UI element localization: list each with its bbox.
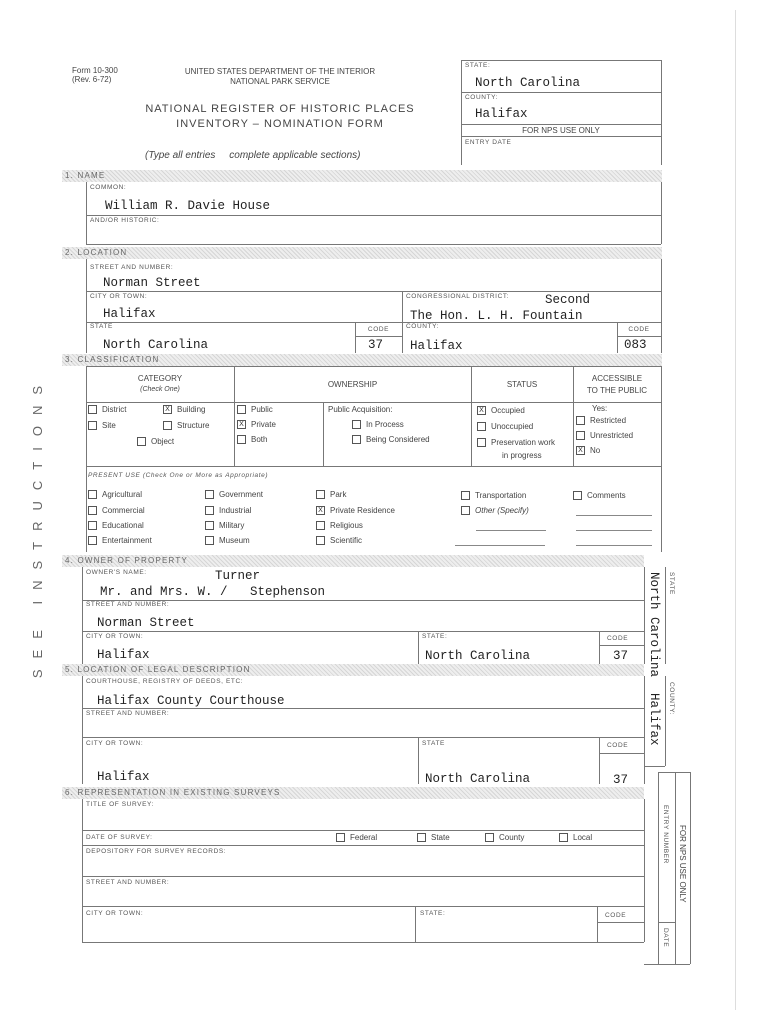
checkbox[interactable] [137, 437, 146, 446]
side-state-label: STATE [668, 572, 675, 595]
comments-blank-line [576, 530, 652, 531]
legal-city-label: CITY OR TOWN: [86, 740, 144, 747]
checkbox-checked[interactable]: X [237, 420, 246, 429]
owner-label: OWNER'S NAME: [86, 569, 147, 576]
nps-use-only: FOR NPS USE ONLY [522, 126, 600, 135]
survey-code-label: CODE [605, 912, 627, 919]
county-label: COUNTY: [406, 323, 440, 330]
owner-street-label: STREET AND NUMBER: [86, 601, 170, 608]
city-value: Halifax [103, 307, 156, 321]
checkbox[interactable] [477, 422, 486, 431]
checkbox[interactable] [573, 491, 582, 500]
city-label: CITY OR TOWN: [90, 293, 148, 300]
historic-label: AND/OR HISTORIC: [90, 217, 160, 224]
use-government[interactable]: Government [205, 490, 263, 499]
checkbox[interactable] [205, 521, 214, 530]
nps-use-only-side: FOR NPS USE ONLY [678, 825, 687, 903]
accessible-header [573, 373, 661, 397]
use-private-residence[interactable]: X Private Residence [316, 506, 395, 515]
depository-label: DEPOSITORY FOR SURVEY RECORDS: [86, 848, 227, 855]
use-industrial[interactable]: Industrial [205, 506, 251, 515]
checkbox[interactable] [316, 490, 325, 499]
owner-code-label: CODE [607, 635, 629, 642]
other-blank-line [455, 545, 545, 546]
representative-value: The Hon. L. H. Fountain [410, 309, 583, 323]
category-subtitle: (Check One) [140, 386, 180, 393]
checkbox[interactable] [88, 405, 97, 414]
district-value: Second [545, 293, 591, 307]
form-number-block [72, 66, 118, 84]
form-number: Form 10-300 [72, 66, 118, 75]
form-revision: (Rev. 6-72) [72, 75, 112, 84]
checkbox[interactable] [237, 435, 246, 444]
status-occupied[interactable]: X Occupied [477, 406, 525, 415]
nps-county-value: Halifax [475, 107, 528, 121]
status-preservation[interactable]: Preservation work [477, 438, 555, 447]
type-instructions: (Type all entries complete applicable sections) [145, 150, 361, 161]
nps-state-label: STATE: [465, 62, 491, 69]
owner-street-value: Norman Street [97, 616, 195, 630]
comments-blank-line [576, 545, 652, 546]
owner-state-value: North Carolina [425, 649, 531, 663]
use-educational[interactable]: Educational [88, 521, 144, 530]
use-other[interactable]: Other (Specify) [461, 506, 529, 515]
present-use-label: PRESENT USE (Check One or More as Appropriate) [88, 472, 269, 479]
owner-state-label: STATE: [422, 633, 448, 640]
accessible-title-1: ACCESSIBLE [591, 374, 643, 383]
ownership-header: OWNERSHIP [327, 380, 378, 389]
survey-county[interactable]: County [485, 833, 524, 842]
survey-street-label: STREET AND NUMBER: [86, 879, 170, 886]
checkbox[interactable] [576, 416, 585, 425]
checkbox[interactable] [461, 491, 470, 500]
cat-building[interactable]: X Building [163, 405, 205, 414]
section-name-heading: 1. NAME [62, 170, 662, 182]
nps-date-label: DATE [662, 928, 669, 948]
status-header: STATUS [506, 380, 538, 389]
county-code-value: 083 [624, 338, 647, 352]
use-comments[interactable]: Comments [573, 491, 626, 500]
courthouse-value: Halifax County Courthouse [97, 694, 285, 708]
survey-date-label: DATE OF SURVEY: [86, 834, 153, 841]
use-military[interactable]: Military [205, 521, 244, 530]
survey-state[interactable]: State [417, 833, 450, 842]
side-state-value: North Carolina [647, 572, 661, 678]
legal-state-value: North Carolina [425, 772, 531, 786]
form-title-line2: INVENTORY – NOMINATION FORM [176, 118, 384, 130]
status-in-progress: in progress [502, 451, 542, 460]
access-yes-label: Yes: [592, 404, 608, 413]
checkbox-checked[interactable]: X [163, 405, 172, 414]
checkbox-checked[interactable]: X [477, 406, 486, 415]
checkbox[interactable] [205, 506, 214, 515]
own-both[interactable]: Both [237, 435, 267, 444]
checkbox[interactable] [88, 536, 97, 545]
state-value: North Carolina [103, 338, 209, 352]
checkbox[interactable] [88, 506, 97, 515]
street-label: STREET AND NUMBER: [90, 264, 174, 271]
comments-blank-line [576, 515, 652, 516]
state-code-value: 37 [368, 338, 384, 352]
use-entertainment[interactable]: Entertainment [88, 536, 152, 545]
agency-block [150, 67, 410, 87]
category-header [86, 373, 234, 395]
checkbox[interactable] [485, 833, 494, 842]
checkbox[interactable] [417, 833, 426, 842]
section-owner-heading: 4. OWNER OF PROPERTY [62, 555, 644, 567]
cat-site[interactable]: Site [88, 421, 116, 430]
section-location-heading: 2. LOCATION [62, 247, 662, 259]
common-label: COMMON: [90, 184, 127, 191]
use-religious[interactable]: Religious [316, 521, 363, 530]
checkbox[interactable] [336, 833, 345, 842]
survey-state-label: STATE: [420, 910, 446, 917]
checkbox-checked[interactable]: X [576, 446, 585, 455]
legal-code-label: CODE [607, 742, 629, 749]
checkbox[interactable] [576, 431, 585, 440]
other-blank-line [476, 530, 546, 531]
checkbox[interactable] [461, 506, 470, 515]
status-unoccupied[interactable]: Unoccupied [477, 422, 533, 431]
use-park[interactable]: Park [316, 490, 346, 499]
access-unrestricted[interactable]: Unrestricted [576, 431, 633, 440]
cat-district[interactable]: District [88, 405, 126, 414]
form-title [120, 102, 440, 132]
legal-street-label: STREET AND NUMBER: [86, 710, 170, 717]
see-instructions-side: SEE INSTRUCTIONS [30, 375, 45, 679]
public-acquisition-label: Public Acquisition: [328, 405, 393, 414]
checkbox[interactable] [316, 521, 325, 530]
section-legal-heading: 5. LOCATION OF LEGAL DESCRIPTION [62, 664, 644, 676]
checkbox[interactable] [88, 521, 97, 530]
entry-number-label: ENTRY NUMBER [662, 805, 669, 864]
checkbox[interactable] [205, 536, 214, 545]
district-label: CONGRESSIONAL DISTRICT: [406, 293, 510, 300]
legal-code-value: 37 [613, 773, 629, 787]
legal-state-label: STATE [422, 740, 445, 747]
section-classification-heading: 3. CLASSIFICATION [62, 354, 662, 366]
nps-state-value: North Carolina [475, 76, 581, 90]
courthouse-label: COURTHOUSE, REGISTRY OF DEEDS, ETC: [86, 678, 244, 685]
form-title-line1: NATIONAL REGISTER OF HISTORIC PLACES [145, 103, 415, 115]
county-code-label: CODE [628, 326, 650, 333]
side-county-value: Halifax [647, 693, 661, 746]
legal-city-value: Halifax [97, 770, 150, 784]
nps-county-label: COUNTY: [465, 94, 499, 101]
use-museum[interactable]: Museum [205, 536, 250, 545]
section-surveys-heading: 6. REPRESENTATION IN EXISTING SURVEYS [62, 787, 644, 799]
checkbox[interactable] [352, 435, 361, 444]
state-label: STATE [90, 323, 113, 330]
checkbox[interactable] [88, 421, 97, 430]
county-value: Halifax [410, 339, 463, 353]
entry-date-label: ENTRY DATE [465, 139, 512, 146]
checkbox[interactable] [237, 405, 246, 414]
checkbox[interactable] [559, 833, 568, 842]
street-value: Norman Street [103, 276, 201, 290]
own-being-considered[interactable]: Being Considered [352, 435, 430, 444]
survey-city-label: CITY OR TOWN: [86, 910, 144, 917]
use-scientific[interactable]: Scientific [316, 536, 362, 545]
use-commercial[interactable]: Commercial [88, 506, 145, 515]
survey-federal[interactable]: Federal [336, 833, 377, 842]
cat-object[interactable]: Object [137, 437, 174, 446]
checkbox[interactable] [316, 536, 325, 545]
checkbox[interactable] [477, 438, 486, 447]
service-name: NATIONAL PARK SERVICE [230, 77, 330, 86]
accessible-title-2: TO THE PUBLIC [586, 386, 648, 395]
survey-title-label: TITLE OF SURVEY: [86, 801, 154, 808]
checkbox[interactable] [88, 490, 97, 499]
checkbox[interactable] [163, 421, 172, 430]
category-title: CATEGORY [137, 374, 183, 383]
state-code-label: CODE [367, 326, 390, 333]
checkbox-checked[interactable]: X [316, 506, 325, 515]
owner-name-correction: Turner [215, 569, 261, 583]
use-agricultural[interactable]: Agricultural [88, 490, 142, 499]
survey-local[interactable]: Local [559, 833, 592, 842]
access-no[interactable]: X No [576, 446, 600, 455]
own-private[interactable]: X Private [237, 420, 276, 429]
page-edge [735, 10, 736, 1010]
checkbox[interactable] [205, 490, 214, 499]
use-transportation[interactable]: Transportation [461, 491, 526, 500]
department-name: UNITED STATES DEPARTMENT OF THE INTERIOR [184, 67, 376, 76]
cat-structure[interactable]: Structure [163, 421, 209, 430]
owner-name-value: Mr. and Mrs. W. / Stephenson [100, 585, 326, 599]
checkbox[interactable] [352, 420, 361, 429]
common-name-value: William R. Davie House [105, 199, 271, 213]
own-public[interactable]: Public [237, 405, 273, 414]
owner-code-value: 37 [613, 649, 629, 663]
access-restricted[interactable]: Restricted [576, 416, 626, 425]
own-in-process[interactable]: In Process [352, 420, 404, 429]
owner-city-label: CITY OR TOWN: [86, 633, 144, 640]
side-county-label: COUNTY: [668, 682, 675, 716]
owner-city-value: Halifax [97, 648, 150, 662]
